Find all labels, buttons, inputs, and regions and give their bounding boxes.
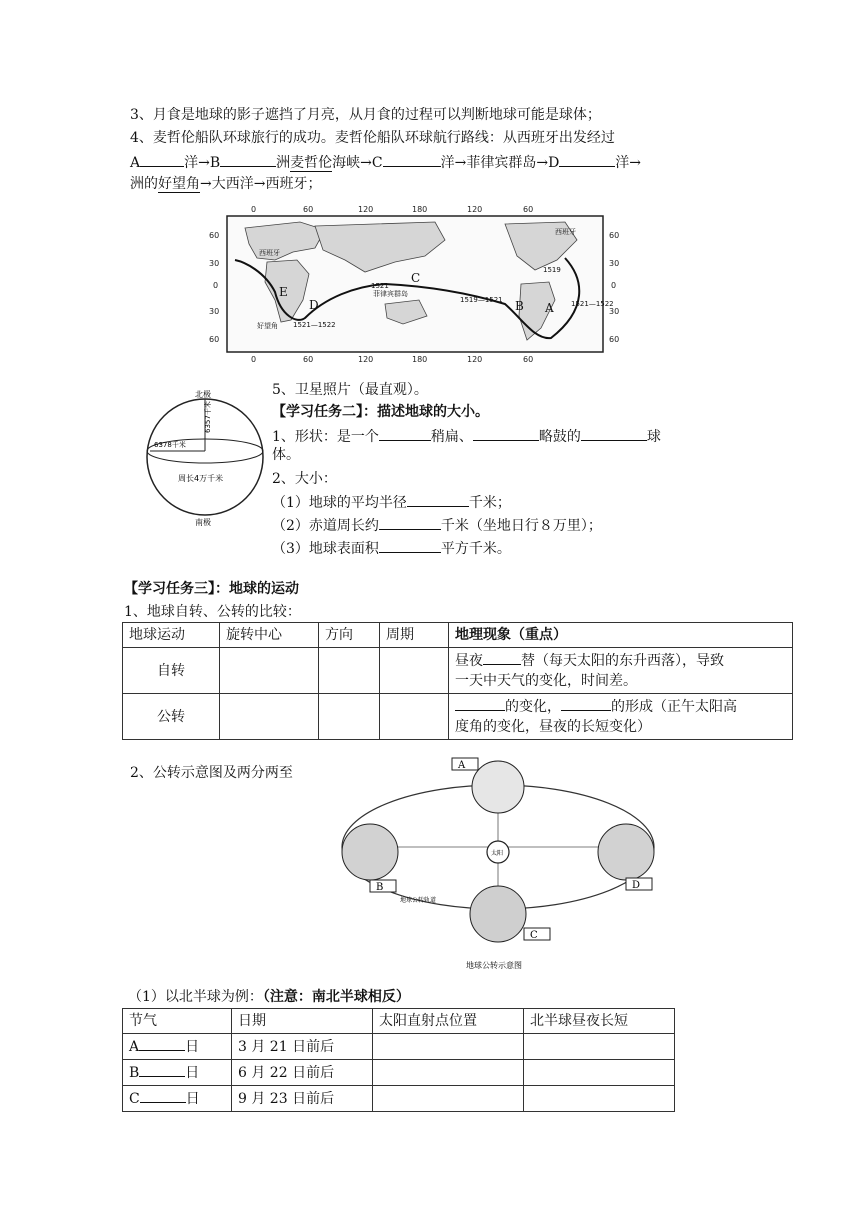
globe-d (598, 824, 654, 880)
row-label: 自转 (123, 648, 220, 694)
table-header: 周期 (380, 623, 449, 648)
orbit-label-d: D (632, 880, 641, 891)
cell-text: 的变化， (505, 699, 561, 715)
cell-text: 昼夜 (455, 653, 483, 669)
route-text: 洋→B (184, 155, 221, 171)
text-line-4: 4、麦哲伦船队环球旅行的成功。麦哲伦船队环球航行路线：从西班牙出发经过 (130, 130, 615, 146)
cell-empty[interactable] (220, 694, 319, 740)
blank-radius[interactable] (407, 492, 469, 507)
cell-empty[interactable] (380, 694, 449, 740)
blank-term[interactable] (139, 1062, 185, 1077)
map-letter-c: C (411, 271, 421, 285)
map-tick: 60 (523, 205, 534, 214)
map-letter-e: E (279, 285, 288, 299)
map-letter-d: D (309, 298, 319, 312)
sun-label: 太阳 (491, 850, 504, 857)
globe-south: 南极 (195, 518, 211, 527)
map-label: 西班牙 (259, 249, 280, 257)
cell-empty[interactable] (524, 1060, 675, 1086)
map-tick: 180 (412, 355, 428, 364)
map-tick: 60 (609, 231, 620, 240)
blank-term[interactable] (140, 1088, 186, 1103)
solar-terms-table (122, 1008, 675, 1112)
route-a: A (130, 155, 141, 171)
map-tick: 120 (358, 205, 374, 214)
shape-text: 球 (646, 429, 661, 445)
row-label: 公转 (123, 694, 220, 740)
task2-r2 (272, 515, 602, 535)
term-cell (123, 1086, 232, 1112)
shape-text: 1、形状：是一个 (272, 429, 379, 445)
table-header: 节气 (123, 1009, 232, 1034)
shape-text: 略鼓的 (538, 429, 581, 445)
map-label: 1521—1522 (571, 300, 614, 308)
term-letter: A (129, 1039, 140, 1055)
table-header: 旋转中心 (220, 623, 319, 648)
example-line (128, 988, 410, 1006)
example-note: （注意：南北半球相反） (262, 989, 410, 1005)
blank-a[interactable] (140, 152, 184, 167)
blank-shape-2[interactable] (473, 426, 539, 441)
globe-a (472, 761, 524, 813)
route-text: 洋→ (615, 155, 642, 171)
example-text: （1）以北半球为例： (128, 989, 263, 1005)
map-label: 好望角 (257, 322, 278, 330)
map-tick: 30 (609, 259, 620, 268)
map-tick: 180 (412, 205, 428, 214)
map-tick: 0 (213, 281, 219, 290)
table-header: 方向 (319, 623, 380, 648)
globe-polar-radius: 6357千米 (204, 401, 212, 433)
task2-shape-end: 体。 (272, 447, 300, 463)
map-letter-b: B (515, 299, 524, 313)
task2-size: 2、大小： (272, 471, 337, 487)
term-letter: B (129, 1065, 140, 1081)
phenomenon-cell (449, 694, 793, 740)
globe-circ: 周长4万千米 (178, 474, 224, 483)
map-tick: 60 (609, 335, 620, 344)
task2-title: 【学习任务二】：描述地球的大小。 (272, 404, 489, 420)
date-cell: 9 月 23 日前后 (232, 1086, 373, 1112)
earth-size-globe (140, 385, 270, 530)
earth-orbit-diagram (330, 752, 670, 977)
r3-text: （3）地球表面积 (272, 541, 379, 557)
map-label: 1521—1522 (293, 321, 336, 329)
cell-empty[interactable] (524, 1034, 675, 1060)
r3-unit: 平方千米。 (440, 541, 511, 557)
cell-empty[interactable] (373, 1060, 524, 1086)
text-line-5: 5、卫星照片（最直观）。 (272, 382, 428, 398)
map-tick: 120 (358, 355, 374, 364)
task3-title: 【学习任务三】：地球的运动 (124, 581, 299, 597)
map-label: 1519—1521 (460, 296, 503, 304)
globe-eq-radius: 6378千米 (154, 441, 186, 449)
cell-empty[interactable] (524, 1086, 675, 1112)
orbit-path-label: 地球公转轨道 (400, 897, 437, 904)
rotation-revolution-table (122, 622, 793, 740)
task2-r3 (272, 538, 511, 558)
map-tick: 60 (209, 231, 220, 240)
text-line-3: 3、月食是地球的影子遮挡了月亮，从月食的过程可以判断地球可能是球体； (130, 107, 601, 123)
route-text: →大西洋→西班牙； (200, 176, 322, 192)
table-row (123, 694, 793, 740)
table-header: 日期 (232, 1009, 373, 1034)
globe-b (342, 824, 398, 880)
cell-text: 替（每天太阳的东升西落），导致 (521, 653, 724, 669)
map-tick: 30 (209, 259, 220, 268)
cell-empty[interactable] (373, 1086, 524, 1112)
blank-shape-1[interactable] (379, 426, 431, 441)
task3-compare: 1、地球自转、公转的比较： (124, 604, 301, 620)
route-line (130, 152, 641, 172)
table-row (123, 648, 793, 694)
table-header: 地理现象（重点） (449, 623, 793, 648)
route-text: 洋→菲律宾群岛→D (440, 155, 560, 171)
map-tick: 30 (609, 307, 620, 316)
cell-empty[interactable] (319, 648, 380, 694)
r1-unit: 千米； (468, 495, 511, 511)
map-tick: 60 (303, 355, 314, 364)
task2-r1 (272, 492, 511, 512)
blank-term[interactable] (139, 1036, 185, 1051)
map-tick: 0 (251, 355, 257, 364)
blank-formation[interactable] (561, 696, 611, 711)
phenomenon-cell (449, 648, 793, 694)
cell-text: 度角的变化，昼夜的长短变化） (455, 719, 651, 735)
term-cell (123, 1034, 232, 1060)
map-label: 菲律宾群岛 (373, 290, 408, 298)
map-tick: 120 (467, 355, 483, 364)
map-tick: 60 (209, 335, 220, 344)
globe-north: 北极 (195, 390, 211, 399)
term-day: 日 (185, 1065, 200, 1081)
shape-text: 稍扁、 (430, 429, 473, 445)
table-row (123, 1060, 675, 1086)
map-label: 西班牙 (555, 228, 576, 236)
blank-c[interactable] (383, 152, 441, 167)
table-header: 太阳直射点位置 (373, 1009, 524, 1034)
blank-shape-3[interactable] (581, 426, 647, 441)
orbit-title: 2、公转示意图及两分两至 (130, 765, 293, 781)
map-tick: 60 (523, 355, 534, 364)
map-label: 1519 (543, 266, 561, 274)
term-day: 日 (185, 1039, 200, 1055)
blank-area[interactable] (379, 538, 441, 553)
orbit-caption: 地球公转示意图 (466, 961, 522, 970)
blank-circumference[interactable] (379, 515, 441, 530)
r2-text: （2）赤道周长约 (272, 518, 379, 534)
table-row (123, 1034, 675, 1060)
map-tick: 0 (251, 205, 257, 214)
route-text: 洲的 (130, 176, 158, 192)
route-text: 海峡→C (332, 155, 383, 171)
cell-text: 的形成（正午太阳高 (611, 699, 737, 715)
map-tick: 120 (467, 205, 483, 214)
cell-text: 一天中天气的变化，时间差。 (455, 673, 637, 689)
term-cell (123, 1060, 232, 1086)
r2-unit: 千米（坐地日行８万里）； (440, 518, 602, 534)
blank-daynight[interactable] (483, 650, 521, 665)
cell-empty[interactable] (319, 694, 380, 740)
orbit-label-a: A (458, 760, 466, 771)
r1-text: （1）地球的平均半径 (272, 495, 407, 511)
table-header: 北半球昼夜长短 (524, 1009, 675, 1034)
cell-empty[interactable] (380, 648, 449, 694)
magellan-route-map (205, 200, 625, 365)
map-letter-a: A (545, 301, 554, 315)
map-tick: 0 (611, 281, 617, 290)
cell-empty[interactable] (220, 648, 319, 694)
globe-c (470, 886, 526, 942)
blank-change[interactable] (455, 696, 505, 711)
cell-empty[interactable] (373, 1034, 524, 1060)
route-cape: 好望角 (158, 176, 200, 192)
blank-b[interactable] (220, 152, 276, 167)
orbit-label-b: B (376, 882, 384, 893)
route-strait: 麦哲伦 (290, 155, 333, 171)
map-tick: 30 (209, 307, 220, 316)
table-header: 地球运动 (123, 623, 220, 648)
map-tick: 60 (303, 205, 314, 214)
blank-d[interactable] (559, 152, 615, 167)
route-line-2 (130, 175, 321, 193)
term-letter: C (129, 1091, 140, 1107)
table-row (123, 1086, 675, 1112)
task2-shape (272, 426, 661, 446)
orbit-label-c: C (530, 930, 538, 941)
date-cell: 3 月 21 日前后 (232, 1034, 373, 1060)
term-day: 日 (185, 1091, 200, 1107)
map-label: 1521 (371, 282, 389, 290)
route-text: 洲 (276, 155, 291, 171)
date-cell: 6 月 22 日前后 (232, 1060, 373, 1086)
